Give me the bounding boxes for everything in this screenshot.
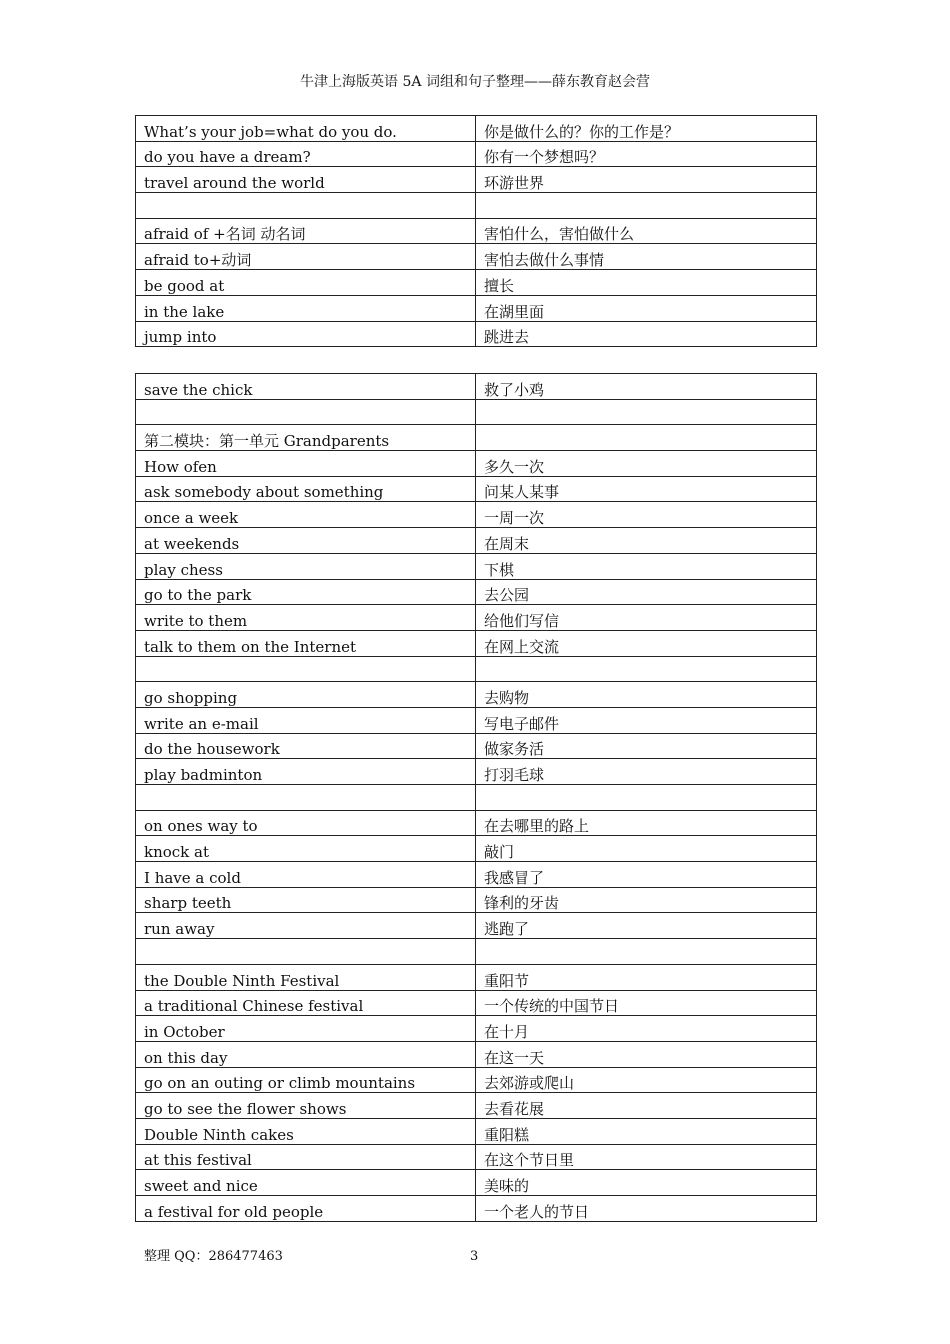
table-row	[136, 913, 817, 939]
english-phrase-cell: a traditional Chinese festival	[136, 990, 476, 1016]
chinese-meaning-cell: 在十月	[476, 1016, 817, 1042]
chinese-meaning-cell: 在去哪里的路上	[476, 810, 817, 836]
chinese-meaning-cell: 一周一次	[476, 502, 817, 528]
english-phrase-cell: go to see the flower shows	[136, 1093, 476, 1119]
chinese-meaning-cell: 你有一个梦想吗？	[476, 141, 817, 167]
english-phrase-cell: What’s your job=what do you do.	[136, 116, 476, 142]
page-header: 牛津上海版英语 5A 词组和句子整理——薛东教育赵会营	[300, 74, 650, 90]
table-row	[136, 1196, 817, 1222]
chinese-meaning-cell: 在周末	[476, 528, 817, 554]
table-row	[136, 425, 817, 451]
english-phrase-cell: a festival for old people	[136, 1196, 476, 1222]
chinese-meaning-cell: 环游世界	[476, 167, 817, 193]
chinese-meaning-cell: 在这个节日里	[476, 1144, 817, 1170]
table-row	[136, 553, 817, 579]
chinese-meaning-cell: 重阳糕	[476, 1118, 817, 1144]
table-row	[136, 399, 817, 425]
vocab-table-2	[135, 373, 817, 1222]
english-phrase-cell: run away	[136, 913, 476, 939]
english-phrase-cell: go shopping	[136, 682, 476, 708]
table-row	[136, 836, 817, 862]
english-phrase-cell: be good at	[136, 270, 476, 296]
english-phrase-cell	[136, 193, 476, 219]
table-row	[136, 502, 817, 528]
chinese-meaning-cell: 一个老人的节日	[476, 1196, 817, 1222]
english-phrase-cell: 第二模块：第一单元 Grandparents	[136, 425, 476, 451]
chinese-meaning-cell: 在网上交流	[476, 630, 817, 656]
chinese-meaning-cell: 锋利的牙齿	[476, 887, 817, 913]
table-row	[136, 167, 817, 193]
table-row	[136, 451, 817, 477]
english-phrase-cell: in October	[136, 1016, 476, 1042]
table-row	[136, 1016, 817, 1042]
chinese-meaning-cell	[476, 656, 817, 682]
english-phrase-cell: knock at	[136, 836, 476, 862]
english-phrase-cell	[136, 656, 476, 682]
table-row	[136, 990, 817, 1016]
chinese-meaning-cell: 多久一次	[476, 451, 817, 477]
chinese-meaning-cell: 重阳节	[476, 964, 817, 990]
english-phrase-cell: at weekends	[136, 528, 476, 554]
table-row	[136, 116, 817, 142]
chinese-meaning-cell: 去看花展	[476, 1093, 817, 1119]
table-row	[136, 1118, 817, 1144]
english-phrase-cell: sweet and nice	[136, 1170, 476, 1196]
table-row	[136, 295, 817, 321]
chinese-meaning-cell	[476, 425, 817, 451]
english-phrase-cell	[136, 399, 476, 425]
chinese-meaning-cell: 我感冒了	[476, 862, 817, 888]
english-phrase-cell: once a week	[136, 502, 476, 528]
table-row	[136, 244, 817, 270]
chinese-meaning-cell: 害怕去做什么事情	[476, 244, 817, 270]
chinese-meaning-cell: 一个传统的中国节日	[476, 990, 817, 1016]
english-phrase-cell: How ofen	[136, 451, 476, 477]
english-phrase-cell: write an e-mail	[136, 707, 476, 733]
english-phrase-cell: the Double Ninth Festival	[136, 964, 476, 990]
english-phrase-cell: go on an outing or climb mountains	[136, 1067, 476, 1093]
footer-qq: 整理 QQ：286477463	[144, 1249, 283, 1264]
table-row	[136, 810, 817, 836]
chinese-meaning-cell: 在湖里面	[476, 295, 817, 321]
chinese-meaning-cell: 下棋	[476, 553, 817, 579]
english-phrase-cell: travel around the world	[136, 167, 476, 193]
table-row	[136, 707, 817, 733]
chinese-meaning-cell: 在这一天	[476, 1041, 817, 1067]
table-row	[136, 579, 817, 605]
english-phrase-cell: afraid of +名词 动名词	[136, 218, 476, 244]
english-phrase-cell: play badminton	[136, 759, 476, 785]
vocab-table-1	[135, 115, 817, 347]
chinese-meaning-cell: 给他们写信	[476, 605, 817, 631]
table-row	[136, 785, 817, 811]
table-row	[136, 733, 817, 759]
english-phrase-cell: talk to them on the Internet	[136, 630, 476, 656]
table-row	[136, 1041, 817, 1067]
chinese-meaning-cell	[476, 939, 817, 965]
chinese-meaning-cell: 擅长	[476, 270, 817, 296]
chinese-meaning-cell: 去公园	[476, 579, 817, 605]
chinese-meaning-cell: 救了小鸡	[476, 374, 817, 400]
table-row	[136, 682, 817, 708]
table-row	[136, 1093, 817, 1119]
chinese-meaning-cell: 你是做什么的？你的工作是？	[476, 116, 817, 142]
english-phrase-cell	[136, 785, 476, 811]
table-row	[136, 218, 817, 244]
english-phrase-cell: do the housework	[136, 733, 476, 759]
english-phrase-cell: ask somebody about something	[136, 476, 476, 502]
chinese-meaning-cell	[476, 399, 817, 425]
table-row	[136, 476, 817, 502]
table-row	[136, 862, 817, 888]
chinese-meaning-cell	[476, 785, 817, 811]
english-phrase-cell: write to them	[136, 605, 476, 631]
table-row	[136, 939, 817, 965]
table-row	[136, 374, 817, 400]
table-row	[136, 759, 817, 785]
table-row	[136, 656, 817, 682]
page-number: 3	[470, 1249, 479, 1264]
table-row	[136, 528, 817, 554]
chinese-meaning-cell: 害怕什么，害怕做什么	[476, 218, 817, 244]
english-phrase-cell: jump into	[136, 321, 476, 347]
chinese-meaning-cell: 跳进去	[476, 321, 817, 347]
chinese-meaning-cell: 去购物	[476, 682, 817, 708]
english-phrase-cell: save the chick	[136, 374, 476, 400]
english-phrase-cell: go to the park	[136, 579, 476, 605]
table-row	[136, 321, 817, 347]
table-row	[136, 630, 817, 656]
chinese-meaning-cell: 敲门	[476, 836, 817, 862]
table-row	[136, 193, 817, 219]
chinese-meaning-cell: 去郊游或爬山	[476, 1067, 817, 1093]
chinese-meaning-cell: 写电子邮件	[476, 707, 817, 733]
chinese-meaning-cell: 做家务活	[476, 733, 817, 759]
english-phrase-cell: do you have a dream?	[136, 141, 476, 167]
english-phrase-cell: Double Ninth cakes	[136, 1118, 476, 1144]
chinese-meaning-cell: 美味的	[476, 1170, 817, 1196]
english-phrase-cell: on ones way to	[136, 810, 476, 836]
english-phrase-cell: in the lake	[136, 295, 476, 321]
english-phrase-cell: play chess	[136, 553, 476, 579]
table-row	[136, 141, 817, 167]
table-row	[136, 887, 817, 913]
table-row	[136, 1067, 817, 1093]
english-phrase-cell: sharp teeth	[136, 887, 476, 913]
english-phrase-cell: afraid to+动词	[136, 244, 476, 270]
chinese-meaning-cell: 问某人某事	[476, 476, 817, 502]
english-phrase-cell: on this day	[136, 1041, 476, 1067]
table-row	[136, 1144, 817, 1170]
chinese-meaning-cell: 打羽毛球	[476, 759, 817, 785]
english-phrase-cell	[136, 939, 476, 965]
english-phrase-cell: I have a cold	[136, 862, 476, 888]
table-row	[136, 1170, 817, 1196]
chinese-meaning-cell: 逃跑了	[476, 913, 817, 939]
table-row	[136, 270, 817, 296]
table-row	[136, 605, 817, 631]
chinese-meaning-cell	[476, 193, 817, 219]
english-phrase-cell: at this festival	[136, 1144, 476, 1170]
table-row	[136, 964, 817, 990]
